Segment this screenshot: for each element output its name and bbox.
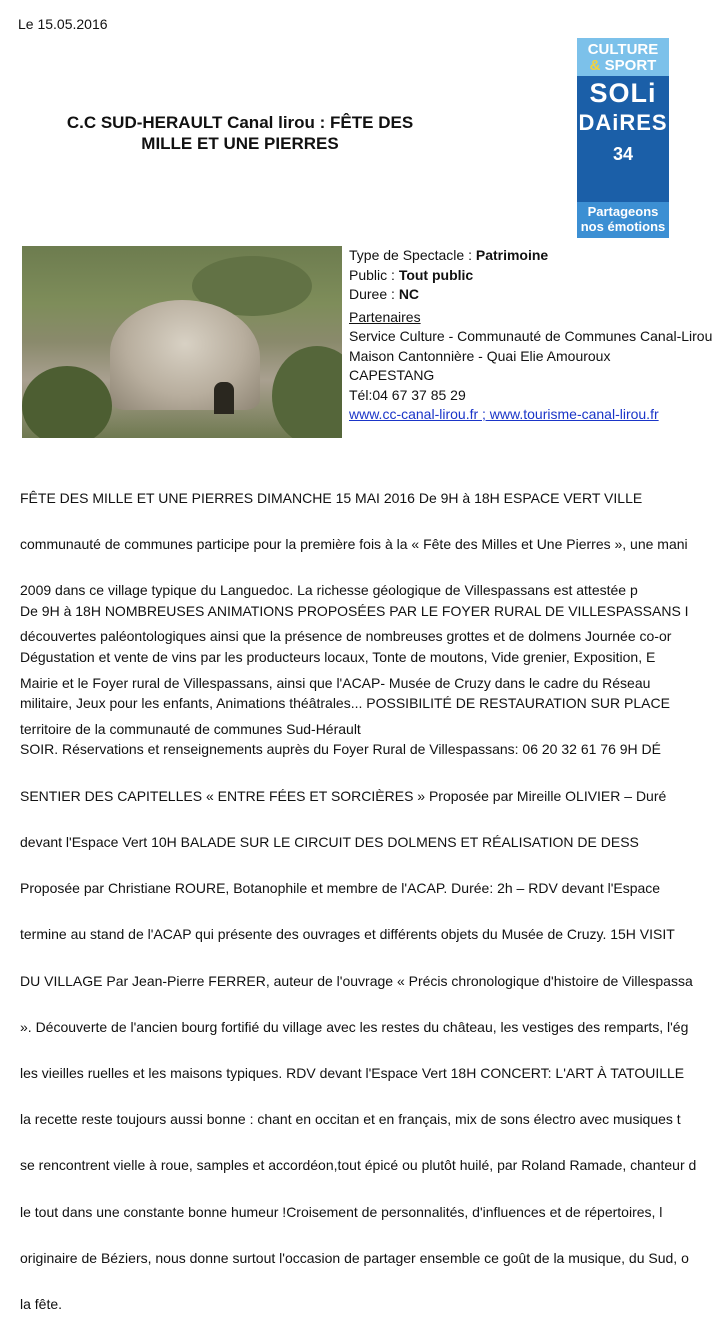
paragraph-line: découvertes paléontologiques ainsi que la présence de nombreuses grottes et de dolmens Journée co-or [20, 628, 672, 645]
paragraph-line: Proposée par Christiane ROURE, Botanophile et membre de l'ACAP. Durée: 2h – RDV devant l'Espace [20, 880, 661, 897]
logo-daires-text: DAiRES [578, 110, 668, 135]
paragraph-line: se rencontrent vielle à roue, samples et accordéon,tout épicé ou plutôt huilé, par Roland Ramade, chanteur d [20, 1157, 697, 1174]
duration [349, 285, 712, 305]
logo-slogan-line-1: Partageons [587, 204, 659, 219]
partner-website-links[interactable]: www.cc-canal-lirou.fr ; www.tourisme-canal-lirou.fr [349, 406, 659, 422]
paragraph-line: SENTIER DES CAPITELLES « ENTRE FÉES ET SORCIÈRES » Proposée par Mireille OLIVIER – Duré [20, 787, 667, 804]
paragraph-line: les vieilles ruelles et les maisons typiques. RDV devant l'Espace Vert 18H CONCERT: L'ART À TATOUILLE [20, 1065, 685, 1081]
duration-value: NC [398, 286, 420, 302]
logo-ampersand: & [589, 57, 601, 74]
partner-city: CAPESTANG [349, 367, 435, 383]
title-line-2: MILLE ET UNE PIERRES [141, 134, 339, 153]
paragraph-line: la recette reste toujours aussi bonne : chant en occitan et en français, mix de sons électro avec musiques t [20, 1111, 681, 1128]
paragraph-line: De 9H à 18H NOMBREUSES ANIMATIONS PROPOSÉES PAR LE FOYER RURAL DE VILLESPASSANS I [20, 602, 689, 619]
document-date: Le 15.05.2016 [18, 16, 108, 32]
spectacle-type [349, 246, 712, 266]
logo-culture-text: CULTURE [587, 41, 659, 58]
event-details [349, 246, 712, 425]
paragraph-line: la fête. [20, 1296, 63, 1313]
logo-soli-text: SOLi [589, 78, 657, 108]
photo-bush [22, 366, 112, 438]
logo-slogan-line-2: nos émotions [580, 219, 666, 234]
partner-name: Service Culture - Communauté de Communes Canal-Lirou [349, 328, 713, 344]
paragraph-line: SOIR. Réservations et renseignements auprès du Foyer Rural de Villespassans: 06 20 32 61 76 9H DÉ [20, 741, 661, 758]
logo-department-number: 34 [612, 144, 634, 164]
logo-sport-word: SPORT [604, 57, 657, 74]
logo-top-band [577, 38, 669, 76]
logo-sport-text [579, 58, 667, 74]
photo-hut-door [214, 382, 234, 414]
paragraph-line: originaire de Béziers, nous donne surtout l'occasion de partager ensemble ce goût de la musique, du Sud, o [20, 1249, 689, 1266]
paragraph-line: 2009 dans ce village typique du Languedoc. La richesse géologique de Villespassans est attestée p [20, 582, 638, 599]
partners-heading: Partenaires [349, 308, 421, 325]
title-line-1: C.C SUD-HERAULT Canal lirou : FÊTE DES [66, 113, 414, 132]
paragraph-line: devant l'Espace Vert 10H BALADE SUR LE CIRCUIT DES DOLMENS ET RÉALISATION DE DESS [20, 833, 639, 850]
duration-label: Duree : [349, 286, 399, 302]
paragraph-line: FÊTE DES MILLE ET UNE PIERRES DIMANCHE 15 MAI 2016 De 9H à 18H ESPACE VERT VILLE [20, 489, 643, 506]
paragraph-line: termine au stand de l'ACAP qui présente des ouvrages et différents objets du Musée de Cruzy. 15H VISIT [20, 926, 675, 943]
paragraph-line: Dégustation et vente de vins par les producteurs locaux, Tonte de moutons, Vide grenier, Exposition, E [20, 649, 656, 666]
paragraph-line: territoire de la communauté de communes Sud-Hérault [20, 720, 361, 737]
culture-sport-solidaires-logo [577, 38, 669, 238]
partner-address: Maison Cantonnière - Quai Elie Amouroux [349, 347, 611, 364]
photo-stone-hut [110, 300, 260, 410]
spectacle-type-value: Patrimoine [475, 247, 549, 263]
paragraph-line: le tout dans une constante bonne humeur !Croisement de personnalités, d'influences et de répertoires, l [20, 1203, 663, 1220]
paragraph-line: Mairie et le Foyer rural de Villespassans, ainsi que l'ACAP- Musée de Cruzy dans le cadre du Réseau [20, 674, 651, 691]
public-value: Tout public [398, 266, 474, 283]
public-label: Public : [349, 266, 399, 283]
page-title [40, 112, 440, 154]
event-program-paragraph [20, 573, 725, 1328]
paragraph-line: DU VILLAGE Par Jean-Pierre FERRER, auteur de l'ouvrage « Précis chronologique d'histoire de Villespassa [20, 972, 693, 989]
partner-phone: Tél:04 67 37 85 29 [349, 386, 466, 403]
logo-slogan [577, 202, 669, 238]
paragraph-line: ». Découverte de l'ancien bourg fortifié du village avec les restes du château, les vestiges des remparts, l'ég [20, 1018, 689, 1035]
event-photo [22, 246, 342, 438]
paragraph-line: militaire, Jeux pour les enfants, Animations théâtrales... POSSIBILITÉ DE RESTAURATION SUR PLACE [20, 695, 670, 712]
public [349, 266, 712, 286]
paragraph-line: communauté de communes participe pour la première fois à la « Fête des Milles et Une Pierres », une mani [20, 536, 688, 553]
spectacle-type-label: Type de Spectacle : [349, 247, 476, 263]
photo-bush [272, 346, 342, 438]
